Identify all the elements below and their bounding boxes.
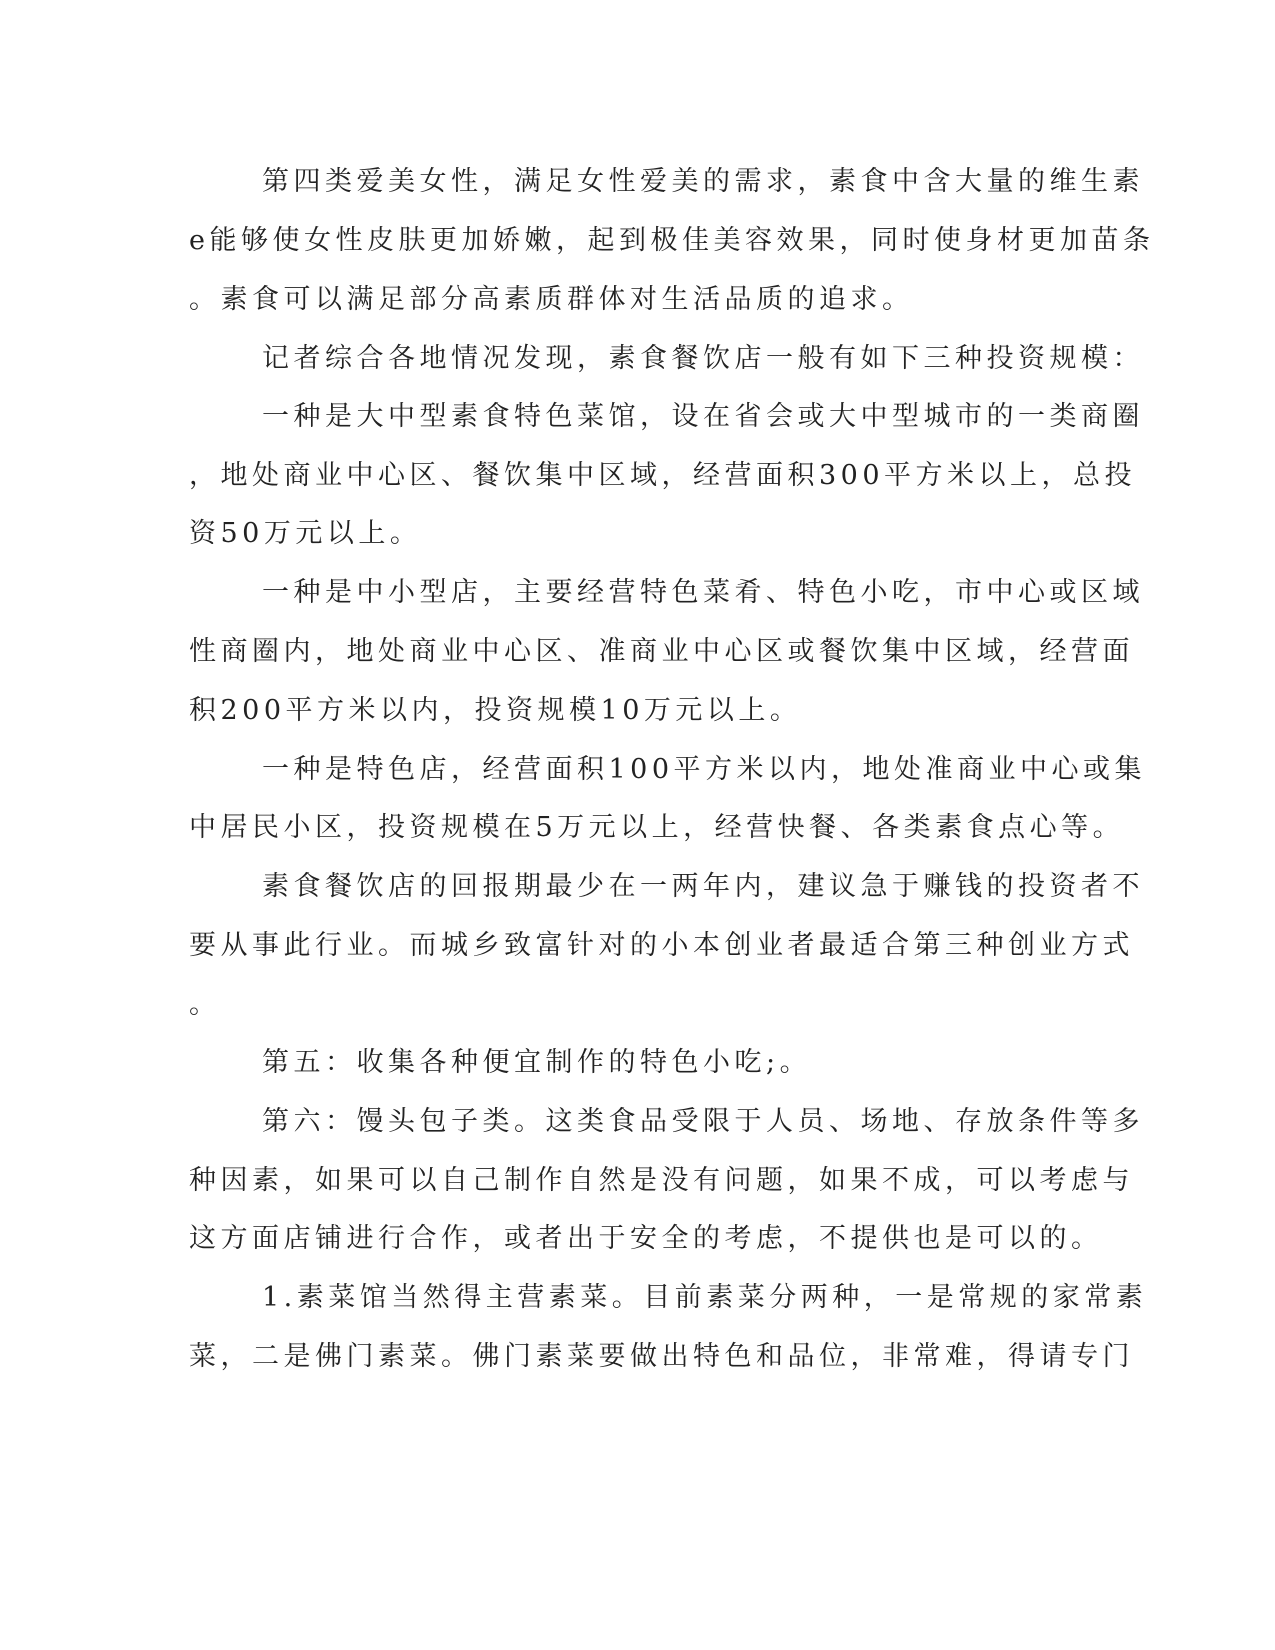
paragraph-line: ，地处商业中心区、餐饮集中区域，经营面积300平方米以上，总投 <box>189 460 1137 491</box>
paragraph-line: 一种是大中型素食特色菜馆，设在省会或大中型城市的一类商圈 <box>262 401 1144 432</box>
paragraph-line: 这方面店铺进行合作，或者出于安全的考虑，不提供也是可以的。 <box>189 1223 1103 1254</box>
paragraph-line: 菜，二是佛门素菜。佛门素菜要做出特色和品位，非常难，得请专门 <box>189 1341 1134 1372</box>
paragraph-line: 一种是中小型店，主要经营特色菜肴、特色小吃，市中心或区域 <box>262 577 1144 608</box>
paragraph-line: 积200平方米以内，投资规模10万元以上。 <box>189 695 802 726</box>
paragraph-line: 。素食可以满足部分高素质群体对生活品质的追求。 <box>189 284 914 315</box>
paragraph-line: 种因素，如果可以自己制作自然是没有问题，如果不成，可以考虑与 <box>189 1165 1134 1196</box>
paragraph-line: 资50万元以上。 <box>189 518 422 549</box>
paragraph-line: e能够使女性皮肤更加娇嫩，起到极佳美容效果，同时使身材更加苗条 <box>189 225 1155 256</box>
paragraph-line: 第六：馒头包子类。这类食品受限于人员、场地、存放条件等多 <box>262 1106 1144 1137</box>
paragraph-line: 中居民小区，投资规模在5万元以上，经营快餐、各类素食点心等。 <box>189 812 1125 843</box>
paragraph-line: 要从事此行业。而城乡致富针对的小本创业者最适合第三种创业方式 <box>189 930 1134 961</box>
paragraph-line: 。 <box>189 989 221 1020</box>
paragraph-line: 一种是特色店，经营面积100平方米以内，地处准商业中心或集 <box>262 754 1147 785</box>
paragraph-line: 第四类爱美女性，满足女性爱美的需求，素食中含大量的维生素 <box>262 166 1144 197</box>
paragraph-line: 1.素菜馆当然得主营素菜。目前素菜分两种，一是常规的家常素 <box>262 1282 1148 1313</box>
paragraph-line: 第五：收集各种便宜制作的特色小吃;。 <box>262 1047 812 1078</box>
paragraph-line: 性商圈内，地处商业中心区、准商业中心区或餐饮集中区域，经营面 <box>189 636 1134 667</box>
paragraph-line: 记者综合各地情况发现，素食餐饮店一般有如下三种投资规模： <box>262 343 1144 374</box>
paragraph-line: 素食餐饮店的回报期最少在一两年内，建议急于赚钱的投资者不 <box>262 871 1144 902</box>
